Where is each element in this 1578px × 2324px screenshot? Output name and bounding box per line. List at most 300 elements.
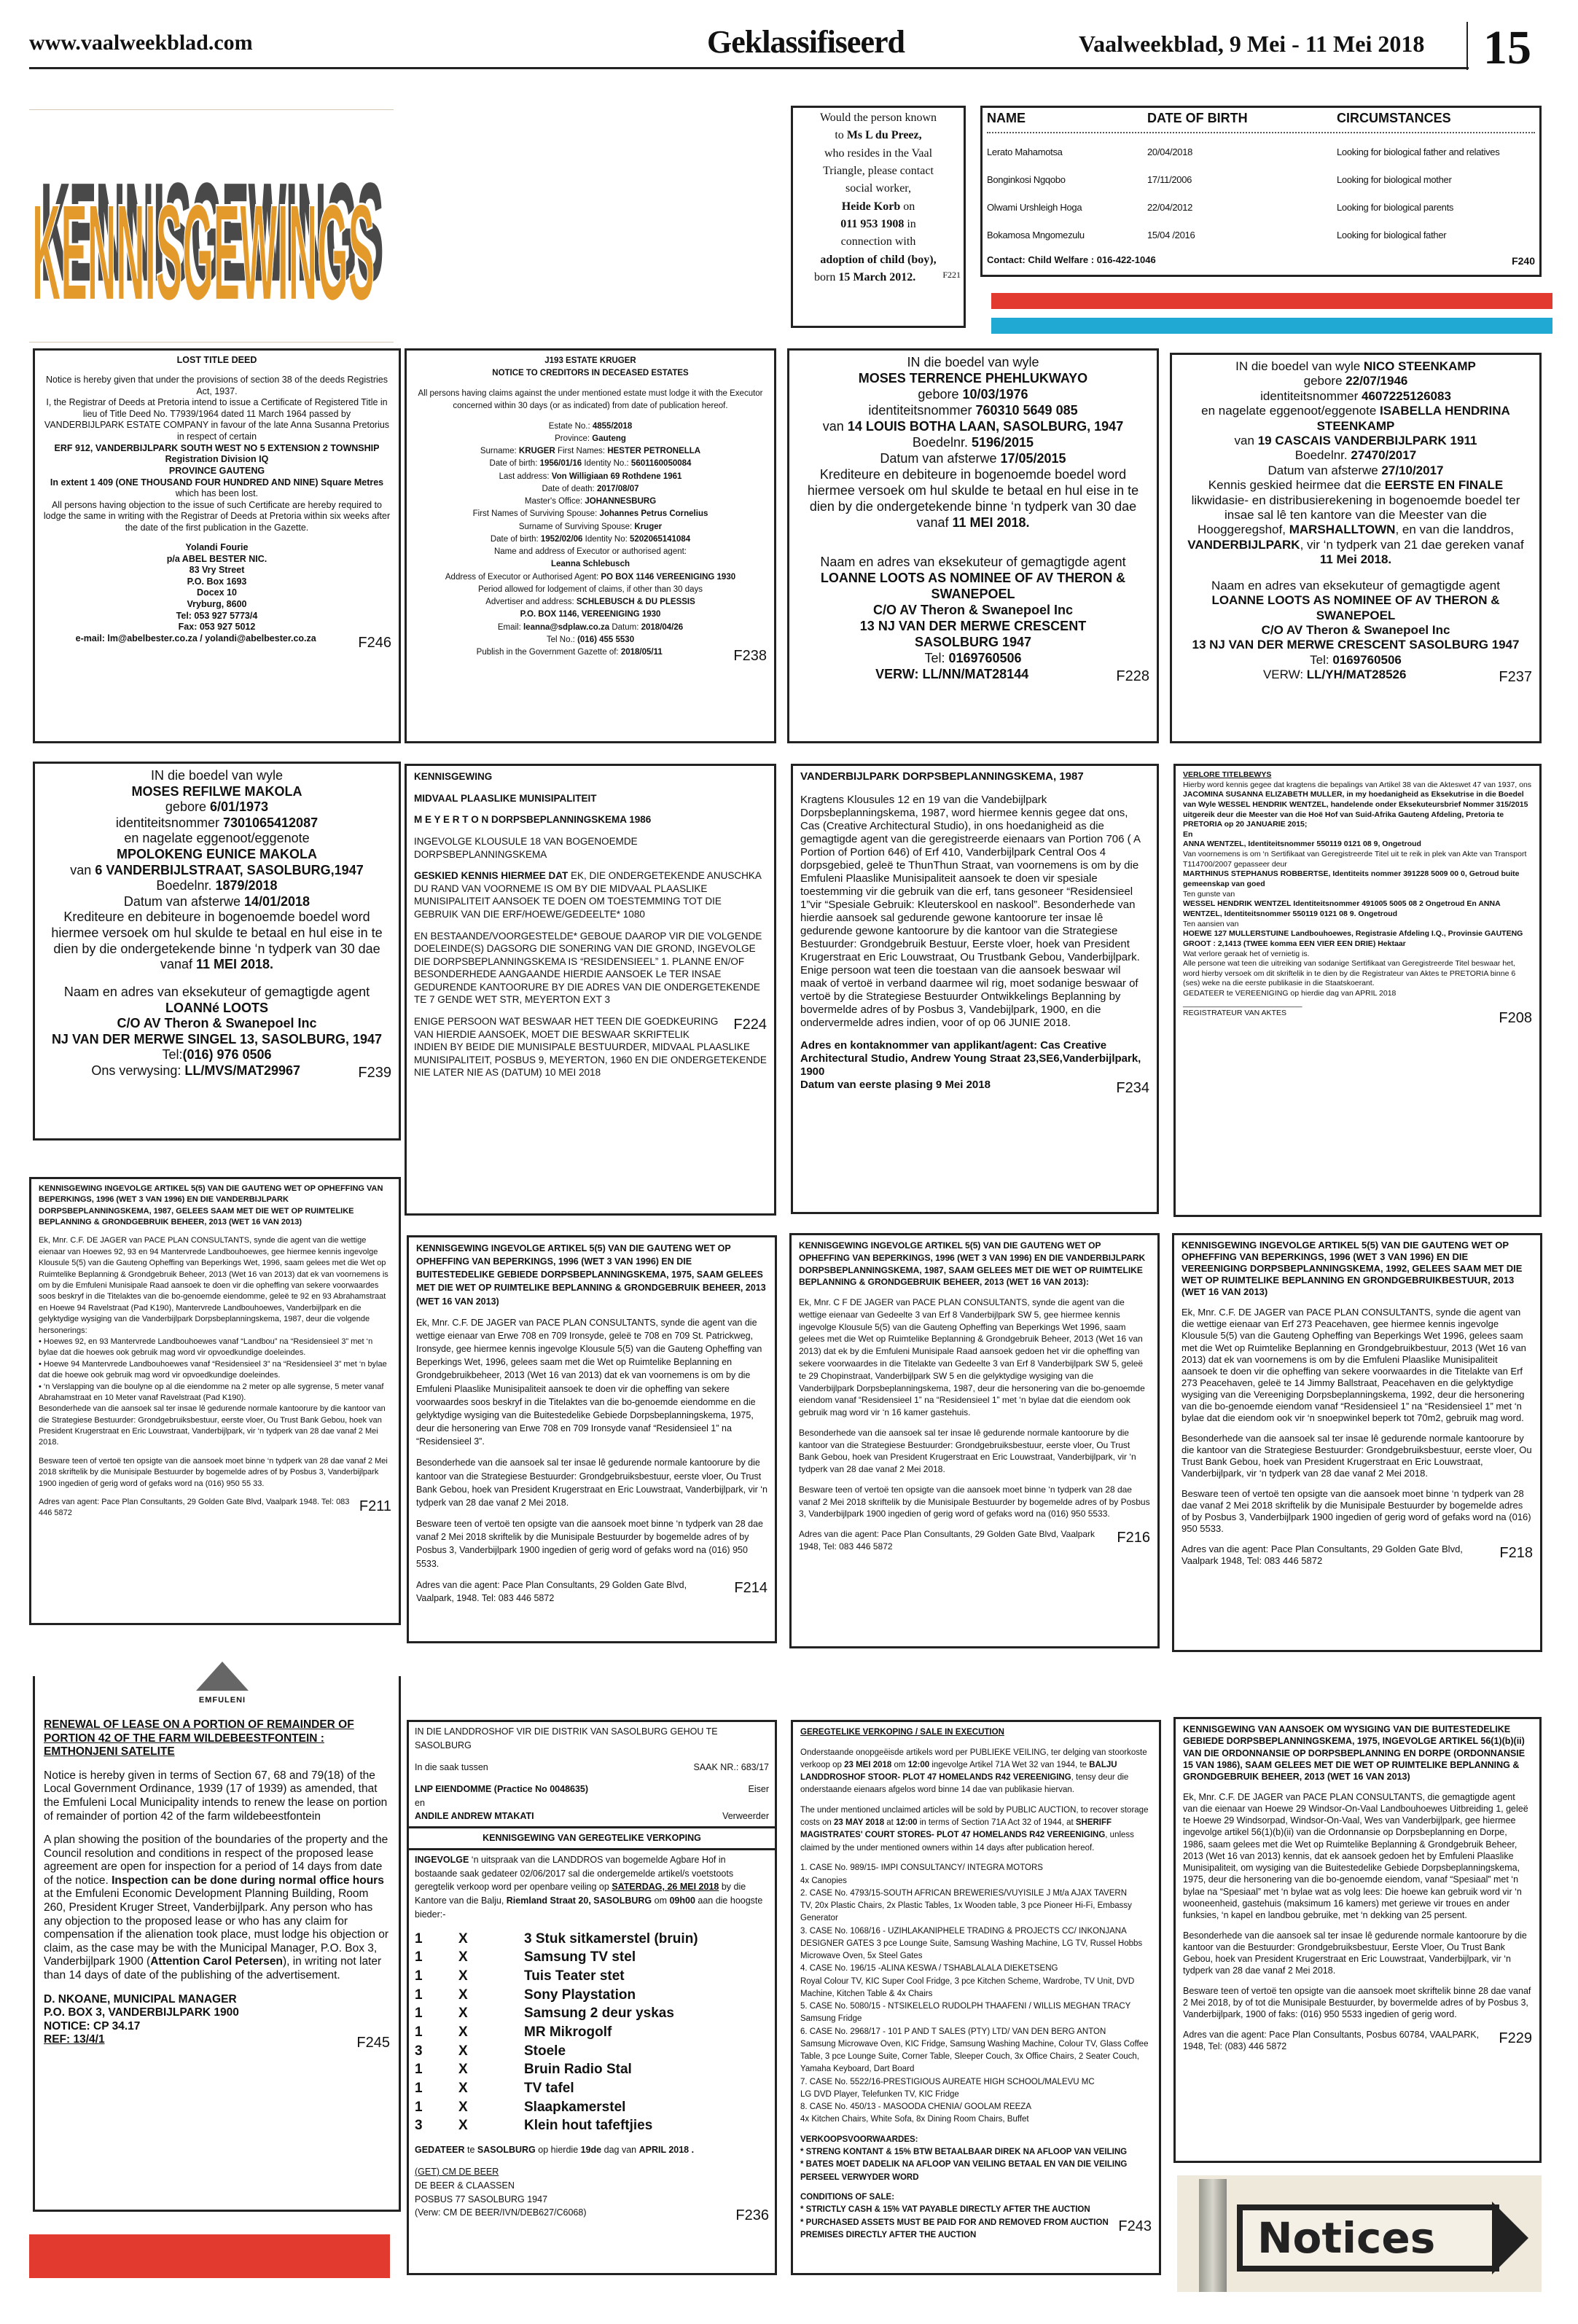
bold-text: C/O AV Theron & Swanepoel Inc	[872, 602, 1074, 617]
kennisgewings-banner	[29, 109, 394, 343]
table-cell: Looking for biological father	[1337, 229, 1447, 240]
text-run: Besware teen of vertoë ten opsigte van die aansoek moet binne ‘n tydperk van 28 dae vanaf 2 Mei 2018 skriftelik by die Munisipale Bestuurder by bogemelde adres of by Posbus 3, Vanderbijlpark 1900 ingedien of gerig word of gefaks word na (016) 950 55 33.	[39, 1456, 388, 1488]
bold-text: MOSES TERRENCE PHEHLUKWAYO	[858, 370, 1088, 386]
notice-vanderbijlpark-scheme	[791, 764, 1159, 1214]
notice-line	[39, 1497, 391, 1519]
text-run: Email:	[497, 622, 523, 632]
bold-text: NOTICE: CP 34.17	[44, 2019, 141, 2032]
notice-line	[796, 127, 961, 144]
bold-text: LL/MVS/MAT29967	[184, 1063, 301, 1078]
bold-text: 13 NJ VAN DER MERWE CRESCENT SASOLBURG 1947	[1192, 638, 1520, 652]
bold-text: 1956/01/16	[539, 459, 582, 469]
bold-text: 1879/2018	[215, 878, 278, 893]
text-run: Besware teen of vertoë ten opsigte van die aansoek moet binne ‘n tydperk van 28 dae vanaf 2 Mei 2018 skriftelik by die Munisipale Bestuurder by bogemelde adres of by Posbus 3, Vanderbijlpark 1900 ingedien of gerig word of gefaks word na (016) 950 5533.	[416, 1519, 764, 1569]
text-run: Surname of Surviving Spouse:	[518, 522, 635, 531]
sale-item	[415, 1986, 769, 2005]
notice-line	[42, 1063, 391, 1079]
notice-f214	[407, 1235, 777, 1643]
notice-line	[796, 198, 961, 216]
sale-item-cell: Stoele	[524, 2043, 566, 2059]
notice-line	[416, 1242, 767, 1308]
text-run: Datum:	[609, 622, 641, 632]
notice-line	[799, 1520, 1150, 1528]
notice-line	[800, 2134, 1152, 2146]
header-rule	[29, 67, 1469, 69]
table-header	[987, 111, 1535, 133]
notice-line	[415, 2179, 769, 2193]
notice-line	[800, 2000, 1152, 2013]
notice-line	[414, 367, 767, 380]
bold-text: GROOT : 2,1413 (TWEE komma EEN VIER EEN DRIE) Hektaar	[1183, 939, 1406, 948]
sale-item-cell: X	[458, 1987, 468, 2003]
notice-line	[42, 500, 391, 534]
notice-line	[414, 420, 767, 433]
text-run: Advertiser and address:	[485, 598, 577, 607]
notice-line	[39, 1382, 391, 1404]
notice-line	[414, 770, 767, 783]
notice-line	[800, 2113, 1152, 2126]
bold-text: 2018/04/26	[641, 622, 684, 632]
sale-item-cell: Bruin Radio Stal	[524, 2062, 632, 2078]
website-url[interactable]: www.vaalweekblad.com	[29, 31, 253, 55]
bold-text: * STRENG KONTANT & 15% BTW BETAALBAAR DIREK NA AFLOOP VAN VEILING	[800, 2148, 1128, 2157]
notice-line	[796, 109, 961, 127]
ad-ref: F208	[1499, 1010, 1532, 1027]
bold-text: Kruger	[634, 522, 663, 531]
text-run: , vir ‘n tydperk van 21 dae gereken vanaf	[1300, 537, 1524, 552]
bold-text: Yolandi Fourie	[185, 541, 249, 552]
notice-line	[42, 633, 391, 645]
sale-item	[415, 1930, 769, 1949]
text-run: Would the person known	[819, 111, 937, 124]
sale-item-cell: X	[458, 1949, 468, 1965]
notice-line	[1181, 1299, 1533, 1307]
notice-estate-makola	[33, 762, 401, 1141]
text-run: • ‘n Verslapping van die boulyne op al die eiendomme na 2 meter op alle sygrense, 5 meter vanaf Abrahamstraat en 10 Meter vanaf Ravelstraat (Pad K190).	[39, 1382, 384, 1402]
notice-line	[414, 622, 767, 634]
notice-line	[42, 367, 391, 375]
sale-item	[415, 2023, 769, 2042]
notice-line	[39, 1229, 391, 1236]
ad-ref: F246	[358, 634, 391, 651]
notices-sign: Notices	[1237, 2204, 1499, 2272]
ad-ref: F245	[356, 2035, 390, 2051]
notice-line	[414, 869, 767, 920]
bold-text: APRIL 2018 .	[638, 2145, 695, 2156]
notice-line-pair	[415, 1809, 769, 1823]
notice-line	[797, 619, 1149, 635]
notice-line	[800, 1079, 1149, 1092]
notice-line	[42, 576, 391, 588]
notice-line	[800, 794, 1149, 1030]
bold-text: 09h00	[669, 1895, 695, 1906]
sale-item-cell: X	[458, 2006, 468, 2022]
notice-line	[42, 565, 391, 576]
bold-text: MARTHINUS STEPHANUS ROBBERTSE, Identiteits nommer 391228 5009 00 0, Getroud buite gemeenskap van goed	[1183, 869, 1520, 889]
text-run: The under mentioned unclaimed articles will be sold by PUBLIC AUCTION, to recover storage costs on	[800, 1805, 1149, 1828]
notice-line	[796, 251, 961, 269]
text-run: EK, DIE ONDERGETEKENDE ANUSCHKA DU RAND VAN VOORNEME IS OM BY DIE MIDVAAL PLAASLIKE MUNISIPALITEIT AANSOEK TE DOEN OM TOESTEMMING TOT DIE GEBRUIK VAN DIE ERF/HOEWE/GEDEELTE* 1080	[414, 870, 762, 920]
text-run: Last address:	[499, 472, 552, 481]
sale-item-cell: X	[458, 2043, 468, 2059]
ad-ref: F236	[735, 2207, 769, 2224]
notice-line	[42, 611, 391, 622]
text-run: Estate No.:	[548, 421, 593, 431]
notice-line	[39, 1183, 391, 1229]
notice-f211	[29, 1177, 401, 1625]
sale-item-cell: X	[458, 1968, 468, 1984]
notice-line	[800, 1726, 1152, 1739]
emfuleni-logo	[182, 1660, 262, 1711]
bold-text: SATERDAG, 26 MEI 2018	[612, 1882, 719, 1893]
table-cell: Bonginkosi Ngqobo	[987, 173, 1066, 185]
contact-line	[987, 254, 1535, 265]
sale-item-cell: X	[458, 2080, 468, 2096]
notice-line	[414, 496, 767, 508]
notice-midvaal	[405, 764, 776, 1216]
bold-text: SASOLBURG	[477, 2145, 536, 2156]
notice-line	[1183, 999, 1532, 1009]
notice-f229	[1173, 1717, 1542, 2163]
notice-line	[44, 1823, 390, 1834]
notice-line	[415, 2135, 769, 2143]
notice-line	[1183, 1009, 1532, 1019]
bold-text: 7301065412087	[222, 815, 319, 830]
text-run: Triangle, please contact	[823, 164, 934, 177]
text-run: IN die boedel van wyle	[150, 768, 284, 783]
text-run: om	[891, 1760, 908, 1769]
notice-line	[797, 651, 1149, 667]
table-cell: Olwami Urshleigh Hoga	[987, 201, 1082, 213]
text-run: Boedelnr.	[1294, 448, 1351, 463]
notice-line	[42, 973, 391, 985]
text-run: SAAK NR.: 683/17	[693, 1761, 769, 1772]
bold-text: 011 953 1908	[840, 217, 905, 230]
table-row	[987, 138, 1535, 165]
text-run: Period allowed for lodgement of claims, if other than 30 days	[477, 584, 703, 594]
notice-line	[414, 805, 767, 813]
text-run: Royal Colour TV, KIC Super Cool Fridge, 3 pce Kitchen Scheme, Wardrobe, TV Unit, DVD Machine, Kitchen Table & 4x Chairs	[800, 1976, 1135, 1998]
notice-line	[797, 543, 1149, 555]
notice-line	[415, 1753, 769, 1761]
table-row	[987, 221, 1535, 249]
bold-text: LL/YH/MAT28526	[1306, 668, 1407, 682]
notice-line	[800, 2013, 1152, 2025]
notice-line	[414, 609, 767, 621]
text-run: Datum van afsterwe	[880, 450, 1001, 466]
notice-line	[39, 1404, 391, 1449]
table-row	[987, 193, 1535, 221]
text-run: social worker,	[845, 182, 911, 195]
bold-text: 2018/05/11	[620, 648, 663, 657]
notice-line	[39, 1337, 391, 1359]
text-run: identiteitsnommer	[1260, 388, 1362, 403]
sale-item-cell: 1	[415, 2062, 423, 2078]
bold-text: MIDVAAL PLAASLIKE MUNISIPALITEIT	[414, 792, 597, 804]
bold-text: 4855/2018	[592, 421, 633, 431]
notice-line	[1181, 1433, 1533, 1479]
notice-line	[416, 1517, 767, 1570]
sale-item	[415, 2060, 769, 2079]
sale-item	[415, 2098, 769, 2117]
ad-ref: F218	[1499, 1545, 1533, 1562]
notice-line	[1183, 989, 1532, 999]
notice-line	[797, 355, 1149, 371]
sale-item	[415, 1967, 769, 1986]
text-run: Besonderhede van die aansoek sal ter insae lê gedurende normale kantoorure by die kantoor van die Bestuurder: Grondgebruiksbestuur, Eerste Vloer, Ou Trust Bank Gebou, hoek van President Krugerstraat en Eric Louwstraat, Vanderbijlpark, vir ‘n tydperk van 28 dae vanaf 2 Mei 2018.	[1183, 1930, 1527, 1976]
text-run: ), in writing not later than 14 days of date of the publishing of the advertisement.	[44, 1955, 382, 1981]
notice-line	[42, 375, 391, 397]
notice-line	[414, 483, 767, 496]
notice-line	[796, 233, 961, 251]
text-run: IN DIE LANDDROSHOF VIR DIE DISTRIK VAN SASOLBURG GEHOU TE SASOLBURG	[415, 1726, 718, 1750]
sale-item	[415, 2004, 769, 2023]
notice-line	[797, 635, 1149, 651]
notice-line	[1183, 2029, 1532, 2053]
notice-line	[415, 1796, 769, 1810]
text-run: Naam en adres van eksekuteur of gemagtigde agent	[820, 554, 1126, 569]
notice-line	[416, 1308, 767, 1316]
text-run: DE BEER & CLAASSEN	[415, 2180, 515, 2191]
col-circumstances: CIRCUMSTANCES	[1337, 111, 1451, 125]
contact-text: Contact: Child Welfare : 016-422-1046	[987, 254, 1156, 265]
text-run: 4. CASE No. 196/15 -ALINA KESWA / TSHABLALALA DIEKETSENG	[800, 1964, 1058, 1973]
notice-line	[1181, 1307, 1533, 1424]
text-run: (Verw: CM DE BEER/IVN/DEB627/C6068)	[415, 2207, 587, 2218]
notice-line	[1179, 434, 1532, 448]
notice-line	[796, 216, 961, 233]
notice-line	[1179, 389, 1532, 404]
text-run: op hierdie	[535, 2145, 581, 2156]
bold-text: KENNISGEWING INGEVOLGE ARTIKEL 5(5) VAN DIE GAUTENG WET OP OPHEFFING VAN BEPERKINGS, 1996 (WET 3 VAN 1996) EN DIE VEREENIGING DORPSBEPLANNINGSKEMA, 1992, GELEES SAAM MET DIE WET OP RUIMTELIKE BEPLANNING EN GRONDGEBRUIKBESTUUR, 2013 (WET 16 VAN 2013)	[1181, 1240, 1523, 1298]
mountain-icon	[193, 1660, 251, 1692]
notice-line	[1183, 1977, 1532, 1985]
text-run: Tel:	[924, 650, 949, 665]
notice-line	[1179, 567, 1532, 578]
sale-item-cell: 1	[415, 2006, 423, 2022]
notice-line	[414, 1015, 767, 1079]
underlined-text: (GET) CM DE BEER	[415, 2167, 499, 2178]
notice-line	[42, 784, 391, 800]
red-bar-bottom	[29, 2234, 390, 2278]
text-run: Besware teen of vertoë ten opsigte van die aansoek moet binne ‘n tydperk van 28 dae vanaf 2 Mei 2018 skriftelik by die Munisipale Bestuurder by bogemelde adres of by Posbus 3, Vanderbijlpark 1900 ingedien of gerig word of gefaks word na (016) 950 5533.	[799, 1484, 1150, 1519]
text-run: Adres van die agent: Pace Plan Consultants, 29 Golden Gate Blvd, Vaalpark, 1948. Tel: 083 446 5872	[416, 1579, 687, 1603]
notice-line	[42, 454, 391, 466]
text-run: born	[814, 270, 839, 283]
text-run: Besware teen of vertoë ten opsigte van die aansoek moet skriftelik binne 28 dae vanaf 2 Mei 2018, by of tot die Munisipale Bestuurder, by bovermelde adres of by Posbus 3, Vanderbijlpark, 1900 of faks: (016) 950 5533 ingedien of gerig word.	[1183, 1985, 1531, 2020]
text-run: POSBUS 77 SASOLBURG 1947	[415, 2194, 548, 2204]
bold-text: 19de	[580, 2145, 602, 2156]
bold-text: LOST TITLE DEED	[176, 355, 257, 365]
text-run: gebore	[918, 386, 963, 402]
notice-line	[1183, 899, 1532, 919]
text-run: Date of birth:	[489, 459, 540, 469]
notice-estate-phehlukwayo	[787, 348, 1159, 743]
notice-line	[415, 1853, 769, 1922]
notice-line	[797, 571, 1149, 603]
sale-item-cell: 3 Stuk sitkamerstel (bruin)	[524, 1930, 698, 1947]
bold-text: Heide Korb	[841, 200, 901, 213]
bold-text: SASOLBURG 1947	[914, 634, 1032, 649]
text-run: Ek, Mnr. C.F. DE JAGER van PACE PLAN CONSULTANTS, synde die agent van die wettige eienaar van Erf 273 Peacehaven, gee hiermee kennis ingevolge Klousule 5(5) van die Gauteng Opheffing van Beperkings Wet 1996, gelees saam met die Wet op Ruimtelike Beplanning en Grondgebruikbestuur, 2013 (Wet 16 van 2013) dat ek van voornemens is om by die Emfuleni Plaaslike Munisipaliteit aansoek te doen vir die opheffing van sekere voorwaardes in die Titelakte van Erf 273 Peacehaven, geleë te 14 Jimmy Ballstraat, Peacehaven en die gelyktydige wysiging van die Vereeniging Dorpsbeplanningskema, 1992, deur die hersonering van die bo-genoemde eiendom vanaf “Residensieel 1” na “Residensieel 1” met ‘n bylae dat die eiendom ook vir ‘n snoepwinkel beperk tot 70m2, gebruik mag word.	[1181, 1307, 1526, 1424]
text-run: Van voornemens is om ‘n Sertifikaat van Geregistreerde Titel uit te reik in plek van Akte van Transport T114700/2007 gepasseer deur	[1183, 850, 1527, 869]
bold-text: P.O. BOX 1146, VEREENIGING 1930	[520, 610, 661, 619]
notice-line	[1181, 1479, 1533, 1488]
notice-line	[800, 1925, 1152, 1963]
notice-line	[414, 584, 767, 596]
notice-line	[1183, 869, 1532, 889]
blue-bar	[991, 318, 1552, 334]
bold-text: EERSTE EN FINALE	[1384, 478, 1504, 493]
notice-line	[799, 1296, 1150, 1419]
sale-item-cell: Tuis Teater stet	[524, 1968, 625, 1984]
text-run: Tel:	[162, 1047, 183, 1063]
bold-text: e-mail: lm@abelbester.co.za / yolandi@abelbester.co.za	[75, 633, 316, 643]
notice-line	[796, 180, 961, 197]
text-run: All persons having claims against the under mentioned estate must lodge it with the Executor concerned within 30 days (or as indicated) from date of publication hereof.	[418, 388, 763, 411]
notice-line	[1183, 2021, 1532, 2029]
notice-f216	[789, 1233, 1160, 1648]
notice-line	[800, 1900, 1152, 1925]
text-run: Samsung Fridge	[800, 2014, 862, 2024]
text-run: en nagelate eggenoot/eggenote	[1201, 404, 1380, 418]
notice-line	[414, 471, 767, 483]
notice-line	[44, 1983, 390, 1993]
text-run: at	[884, 1818, 897, 1828]
notice-line	[800, 1747, 1152, 1797]
ad-ref: F211	[359, 1498, 391, 1514]
bold-text: MARSHALLTOWN	[1289, 523, 1396, 537]
chevron-right-icon	[1492, 2202, 1528, 2274]
notice-line	[1183, 770, 1532, 780]
text-run: Tel:	[1310, 652, 1333, 667]
text-run: Tel No.:	[546, 635, 578, 644]
notice-line	[1179, 448, 1532, 463]
text-run: Krediteure en debiteure in bogenoemde boedel word hiermee versoek om hul skulde te betaal en hul eise in te dien by die ondergetekende binne ‘n tydperk van 30 dae vanaf	[807, 466, 1139, 530]
bold-text: ISABELLA HENDRINA STEENKAMP	[1316, 404, 1510, 433]
text-run: connection with	[840, 235, 916, 249]
text-run: Notice is hereby given that under the provisions of section 38 of the deeds Registries Act, 1937.	[45, 374, 388, 396]
notice-line	[42, 1047, 391, 1063]
notice-line	[1183, 929, 1532, 939]
notice-line	[414, 355, 767, 367]
notice-line	[1181, 1535, 1533, 1544]
table-cell: Looking for biological father and relatives	[1337, 146, 1500, 157]
bold-text: * PURCHASED ASSETS MUST BE PAID FOR AND REMOVED FROM AUCTION PREMISES DIRECTLY AFTER THE AUCTION	[800, 2218, 1109, 2239]
bold-text: Adres en kontaknommer van applikant/agent: Cas Creative Architectural Studio, Andrew Young Straat 23,SE6,Vanderbijlpark, 1900	[800, 1039, 1141, 1078]
notice-line	[800, 1976, 1152, 2001]
text-run: van	[822, 418, 848, 434]
notice-line	[800, 1030, 1149, 1040]
text-run: ENIGE PERSOON WAT BESWAAR HET TEEN DIE GOEDKEURING VAN HIERDIE AANSOEK, MOET DIE BESWAAR SKRIFTELIK INDIEN BY BEIDE DIE MUNISIPALE BESTUURDER, MIDVAAL PLAASLIKE MUNISIPALITEIT, POSBUS 9, MEYERTON, 1960 EN DIE ONDERGETEKENDE NIE LATER NIE AS (DATUM) 10 MEI 2018	[414, 1016, 767, 1079]
notice-line	[414, 1006, 767, 1015]
bold-text: MOSES REFILWE MAKOLA	[131, 783, 302, 799]
bold-text: VANDERBIJLPARK DORPSBEPLANNINGSKEMA, 1987	[800, 770, 1084, 783]
bold-text: En	[1183, 829, 1193, 839]
sale-item-cell: TV tafel	[524, 2080, 574, 2096]
bold-text: D. NKOANE, MUNICIPAL MANAGER	[44, 1992, 237, 2006]
notice-line	[42, 397, 391, 443]
ad-ref: F240	[1512, 255, 1535, 267]
bold-text: Johannes Petrus Cornelius	[599, 509, 708, 519]
bold-text: GEDATEER	[415, 2145, 465, 2156]
ad-ref: F214	[734, 1579, 767, 1596]
sale-item-cell: 1	[415, 1987, 423, 2003]
bold-text: KRUGER	[518, 447, 555, 456]
bold-text: 6/01/1973	[209, 799, 269, 815]
notice-line	[39, 1456, 391, 1490]
sale-item-cell: 3	[415, 2118, 423, 2134]
notice-line	[44, 2020, 390, 2034]
bold-text: PROVINCE GAUTENG	[168, 465, 265, 476]
text-run: Datum van afsterwe	[123, 893, 244, 909]
notice-line	[42, 799, 391, 815]
bold-text: J193 ESTATE KRUGER	[544, 356, 636, 365]
text-run: gebore	[165, 799, 210, 815]
text-run: who resides in the Vaal	[824, 146, 933, 160]
bold-text: 11 MEI 2018.	[952, 515, 1030, 530]
bold-text: HESTER PETRONELLA	[607, 447, 701, 456]
text-run: on	[900, 200, 915, 213]
text-run: • Hoewes 92, en 93 Mantervrede Landbouhoewes vanaf “Landbou” na “Residensieel 3” met ‘n bylae dat die hoewes ook gebruik mag word vir opvoedkundige doeleindes.	[39, 1337, 373, 1358]
text-run: Alle persone wat teen die uitreiking van sodanige Sertifikaat van Geregistreerde Titel beswaar het, word hierby versoek om dit skriftelik in te dien by die Registrateur van Aktes te PRETORIA binne 6 (ses) weke na die eerste publikasie in die Staatskoerant.	[1183, 959, 1516, 988]
notice-line	[414, 433, 767, 445]
text-run: van	[70, 862, 95, 877]
court-notice-title: KENNISGEWING VAN GEREGTELIKE VERKOPING	[409, 1828, 775, 1850]
notice-line	[42, 878, 391, 894]
bold-text: 27/10/2017	[1381, 463, 1444, 477]
notice-line	[1179, 638, 1532, 652]
ad-ref: F239	[358, 1064, 391, 1081]
notice-line	[1183, 1985, 1532, 2021]
sale-item-cell: X	[458, 2024, 468, 2040]
text-run: EN BESTAANDE/VOORGESTELDE* GEBOUE DAAROP VIR DIE VOLGENDE DOELEINDE(S) DAGSORG DIE SONERING VAN DIE GROND, INGEVOLGE DIE DORPSBEPLANNINGSKEMA IS “RESIDENSIEEL” 1. PLANNE EN/OF BESONDERHEDE AANGAANDE HIERDIE AANSOEK Le TER INSAE GEDURENDE KANTOORURE BY DIE ADRES VAN DIE ONDERGETEKENDE TE 7 GENDE WET STR, MEYERTON EXT 3	[414, 930, 762, 1006]
text-run: Adres van die agent: Pace Plan Consultants, Posbus 60784, VAALPARK, 1948, Tel: (083) 446 5872	[1183, 2029, 1480, 2051]
notice-line	[415, 2157, 769, 2165]
bold-text: C/O AV Theron & Swanepoel Inc	[117, 1016, 317, 1031]
text-run: Naam en adres van eksekuteur of gemagtigde agent	[63, 984, 370, 999]
text-run: ____________________________	[1183, 998, 1302, 1008]
text-run: 8. CASE No. 450/13 - MASOODA CHENIA/ GOOLAM REEZA	[800, 2102, 1031, 2112]
notice-line	[416, 1448, 767, 1456]
notice-line	[797, 419, 1149, 435]
notice-line	[800, 2026, 1152, 2038]
bold-text: 6 VANDERBIJLSTRAAT, SASOLBURG,1947	[95, 862, 364, 877]
text-run: , tensy deur die onderstaande eienaars afgelos word binne 14 dae van publikasie hiervan.	[800, 1773, 1129, 1795]
court-case-header	[409, 1722, 775, 1828]
text-run: Ten gunste van	[1183, 889, 1235, 899]
notice-line	[799, 1484, 1150, 1520]
bold-text: NJ VAN DER MERWE SINGEL 13, SASOLBURG, 1947	[51, 1031, 383, 1046]
notice-line	[416, 1509, 767, 1517]
bold-text: * BATES MOET DADELIK NA AFLOOP VAN VEILING BETAAL EN VAN DIE VEILING PERSEEL VERWYDER WORD	[800, 2160, 1128, 2182]
notice-line	[414, 835, 767, 861]
text-run: likwidasie- en distribusierekening in bogenoemde boedel ter insae sal lê ten kantore van die Meester van die Hooggeregshof,	[1191, 493, 1520, 537]
text-run: Hierby word kennis gegee dat kragtens die bepalings van Artikel 38 van die Akteswet 47 van 1937, ons	[1183, 780, 1532, 789]
notice-line	[1183, 1783, 1532, 1791]
bold-text: VERW: LL/NN/MAT28144	[875, 666, 1029, 681]
notice-line	[414, 930, 767, 1006]
text-run: Besware teen of vertoë ten opsigte van die aansoek moet binne ‘n tydperk van 28 dae vanaf 2 Mei 2018 skriftelik by die Munisipale Bestuurder by bogemelde adres of by Posbus 3, Vanderbijlpark 1900 ingedien of gerig word of gefaks word na (016) 950 5533.	[1181, 1488, 1531, 1535]
text-run: ingevolge Artikel 71A Wet 32 van 1944, te	[929, 1760, 1090, 1769]
notice-line	[414, 783, 767, 792]
bold-text: ANNA WENTZEL, Identiteitsnommer 550119 0121 08 9, Ongetroud	[1183, 840, 1421, 849]
bold-text: Riemland Straat 20, SASOLBURG	[506, 1895, 652, 1906]
text-run: ‘n uitspraak van die LANDDROS van bogemelde Agbare Hof in bostaande saak gedateer 02/06/2017 sal die ondergemelde artikel/s voetstoots geregtelik verkoop word per openbare veiling op	[415, 1854, 734, 1893]
notice-line	[414, 508, 767, 520]
notice-line	[800, 2159, 1152, 2184]
notice-line	[1183, 920, 1532, 930]
